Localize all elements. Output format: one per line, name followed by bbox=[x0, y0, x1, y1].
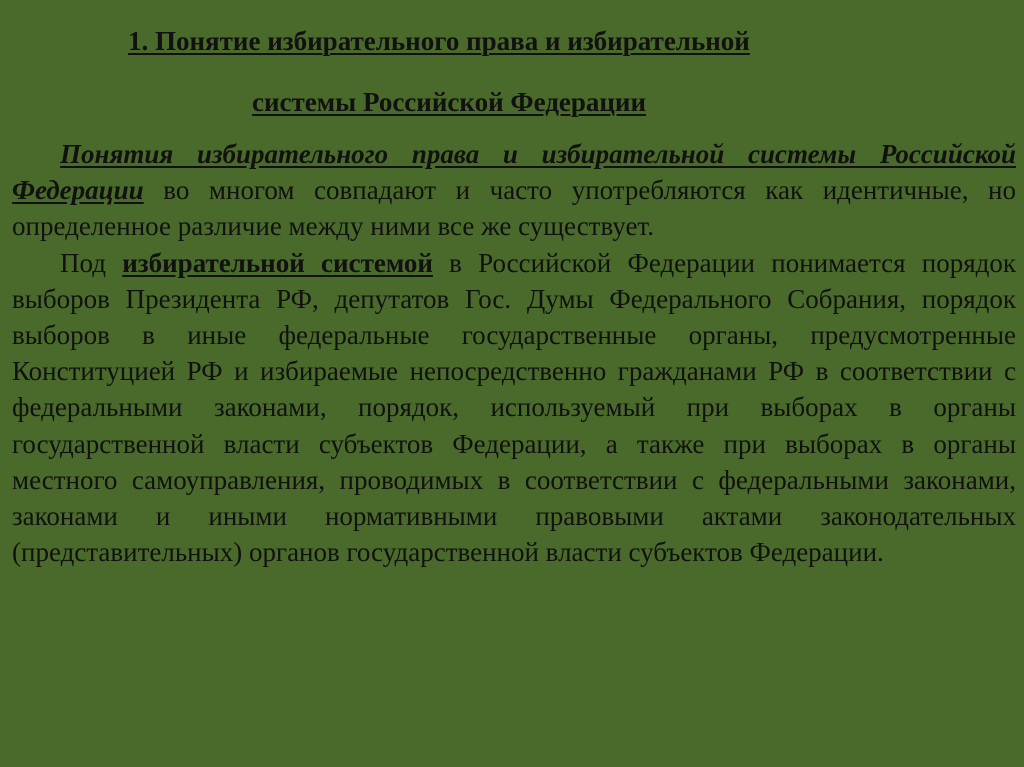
paragraph-definition-difference bbox=[12, 136, 1016, 245]
slide-title-line-2: системы Российской Федерации bbox=[252, 87, 647, 117]
paragraph-2-term: избирательной системой bbox=[122, 247, 433, 278]
paragraph-1-text: во многом совпадают и часто употребляются как идентичные, но определенное различие между ними все же существует. bbox=[12, 175, 1016, 242]
paragraph-2-text: в Российской Федерации понимается порядок выборов Президента РФ, депутатов Гос. Думы Федерального Собрания, порядок выборов в иные федеральные государственные органы, предусмотренные Конституцией РФ и избираемые непосредственно гражданами РФ в соответствии с федеральными законами, порядок, используемый при выборах в органы государственной власти субъектов Федерации, а также при выборах в органы местного самоуправления, проводимых в соответствии с федеральными законами, законами и иными нормативными правовыми актами законодательных (представительных) органов государственной власти субъектов Федерации. bbox=[12, 247, 1016, 568]
paragraph-2-prefix: Под bbox=[60, 247, 123, 278]
slide-title-line-1: 1. Понятие избирательного права и избирательной bbox=[128, 26, 750, 56]
paragraph-electoral-system-definition bbox=[12, 245, 1016, 571]
paragraph-1-term: Понятия избирательного права и избирательной системы Российской Федерации bbox=[12, 139, 1016, 206]
slide-body bbox=[12, 136, 1016, 570]
